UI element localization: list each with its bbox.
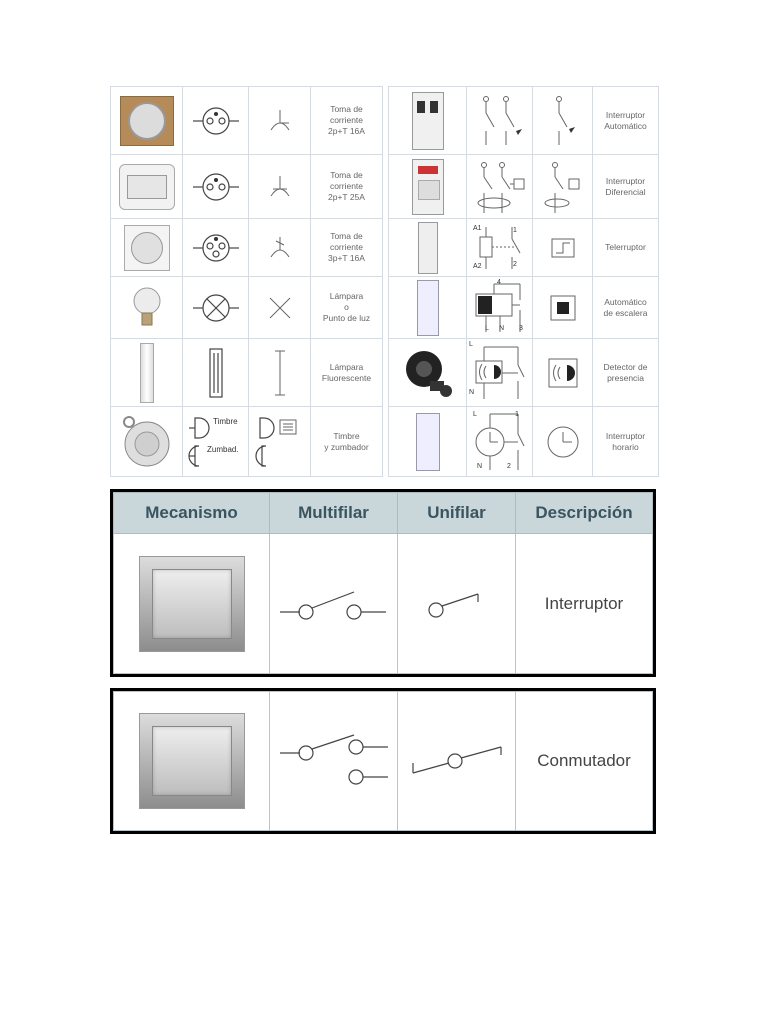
- terminal-4-label: 4: [497, 279, 501, 286]
- symbol-label: Lámpara o Punto de luz: [311, 277, 383, 339]
- timbre-tag: Timbre: [213, 417, 238, 426]
- terminal-n-label: N: [499, 325, 505, 332]
- zumbad-tag: Zumbad.: [207, 445, 239, 454]
- terminal-a2-label: A2: [473, 263, 482, 270]
- stair-timer-unifilar-symbol: [533, 277, 593, 339]
- table-row: [389, 407, 659, 477]
- socket-photo: [111, 87, 183, 155]
- lamp-photo: [111, 277, 183, 339]
- terminal-l-label: L: [485, 325, 489, 332]
- symbols-table-left: [110, 86, 383, 477]
- socket-3p-photo: [111, 219, 183, 277]
- differential-photo: [389, 155, 467, 219]
- symbol-label: Automático de escalera: [593, 277, 659, 339]
- symbols-table-right: [388, 86, 659, 477]
- interruptor-unifilar-symbol: [398, 534, 516, 674]
- table-row: [389, 219, 659, 277]
- table-row: [111, 277, 383, 339]
- lamp-multifilar-symbol: [183, 277, 249, 339]
- conmutador-multifilar-symbol: [270, 692, 398, 831]
- header-mecanismo: Mecanismo: [114, 493, 270, 534]
- symbol-label: Telerruptor: [593, 219, 659, 277]
- differential-multifilar-symbol: [467, 155, 533, 219]
- socket-25a-multifilar-symbol: [183, 155, 249, 219]
- motion-detector-photo: [389, 339, 467, 407]
- interruptor-multifilar-symbol: [270, 534, 398, 674]
- table-header-row: [114, 493, 653, 534]
- fluorescent-unifilar-symbol: [249, 339, 311, 407]
- table-row: [111, 339, 383, 407]
- bell-photo: [111, 407, 183, 477]
- symbol-label: Timbre y zumbador: [311, 407, 383, 477]
- conmutador-description: Conmutador: [516, 692, 653, 831]
- time-switch-photo: [389, 407, 467, 477]
- switch-photo: [114, 534, 270, 674]
- symbol-label: Interruptor Automático: [593, 87, 659, 155]
- fluorescent-multifilar-symbol: [183, 339, 249, 407]
- socket-25a-unifilar-symbol: [249, 155, 311, 219]
- time-switch-unifilar-symbol: [533, 407, 593, 477]
- table-row: [114, 534, 653, 674]
- symbols-sheet: [110, 86, 658, 476]
- socket-3p-multifilar-symbol: [183, 219, 249, 277]
- terminal-n-label: N: [477, 463, 483, 470]
- socket-unifilar-symbol: [249, 87, 311, 155]
- motion-detector-unifilar-symbol: [533, 339, 593, 407]
- header-unifilar: Unifilar: [398, 493, 516, 534]
- symbol-label: Detector de presencia: [593, 339, 659, 407]
- terminal-2-label: 2: [513, 261, 517, 268]
- symbol-label: Toma de corriente 2p+T 16A: [311, 87, 383, 155]
- conmutador-table: [113, 691, 653, 831]
- time-switch-multifilar-symbol: [467, 407, 533, 477]
- socket-multifilar-symbol: [183, 87, 249, 155]
- conmutador-unifilar-symbol: [398, 692, 516, 831]
- interruptor-table: [113, 492, 653, 674]
- symbol-label: Toma de corriente 3p+T 16A: [311, 219, 383, 277]
- table-row: [389, 155, 659, 219]
- terminal-2-label: 2: [507, 463, 511, 470]
- motion-detector-multifilar-symbol: [467, 339, 533, 407]
- symbol-label: Toma de corriente 2p+T 25A: [311, 155, 383, 219]
- bell-multifilar-symbol: [183, 407, 249, 477]
- terminal-n-label: N: [469, 389, 475, 396]
- telerruptor-photo: [389, 219, 467, 277]
- terminal-3-label: 3: [519, 325, 523, 332]
- telerruptor-unifilar-symbol: [533, 219, 593, 277]
- header-descripcion: Descripción: [516, 493, 653, 534]
- symbol-label: Lámpara Fluorescente: [311, 339, 383, 407]
- stair-timer-photo: [389, 277, 467, 339]
- symbol-label: Interruptor Diferencial: [593, 155, 659, 219]
- differential-unifilar-symbol: [533, 155, 593, 219]
- bell-unifilar-symbol: [249, 407, 311, 477]
- lamp-unifilar-symbol: [249, 277, 311, 339]
- breaker-unifilar-symbol: [533, 87, 593, 155]
- telerruptor-multifilar-symbol: [467, 219, 533, 277]
- table-row: [114, 692, 653, 831]
- table-row: [389, 277, 659, 339]
- table-row: [389, 339, 659, 407]
- symbol-label: Interruptor horario: [593, 407, 659, 477]
- switch-photo: [114, 692, 270, 831]
- socket-3p-unifilar-symbol: [249, 219, 311, 277]
- breaker-multifilar-symbol: [467, 87, 533, 155]
- breaker-photo: [389, 87, 467, 155]
- conmutador-table-box: [110, 688, 656, 834]
- terminal-1-label: 1: [513, 227, 517, 234]
- table-row: [111, 155, 383, 219]
- terminal-l-label: L: [469, 341, 473, 348]
- terminal-a1-label: A1: [473, 225, 482, 232]
- table-row: [111, 219, 383, 277]
- socket-25a-photo: [111, 155, 183, 219]
- fluorescent-tube-photo: [111, 339, 183, 407]
- terminal-1-label: 1: [515, 411, 519, 418]
- table-row: [389, 87, 659, 155]
- interruptor-description: Interruptor: [516, 534, 653, 674]
- table-row: [111, 87, 383, 155]
- stair-timer-multifilar-symbol: [467, 277, 533, 339]
- table-row: [111, 407, 383, 477]
- interruptor-table-box: [110, 489, 656, 677]
- header-multifilar: Multifilar: [270, 493, 398, 534]
- terminal-l-label: L: [473, 411, 477, 418]
